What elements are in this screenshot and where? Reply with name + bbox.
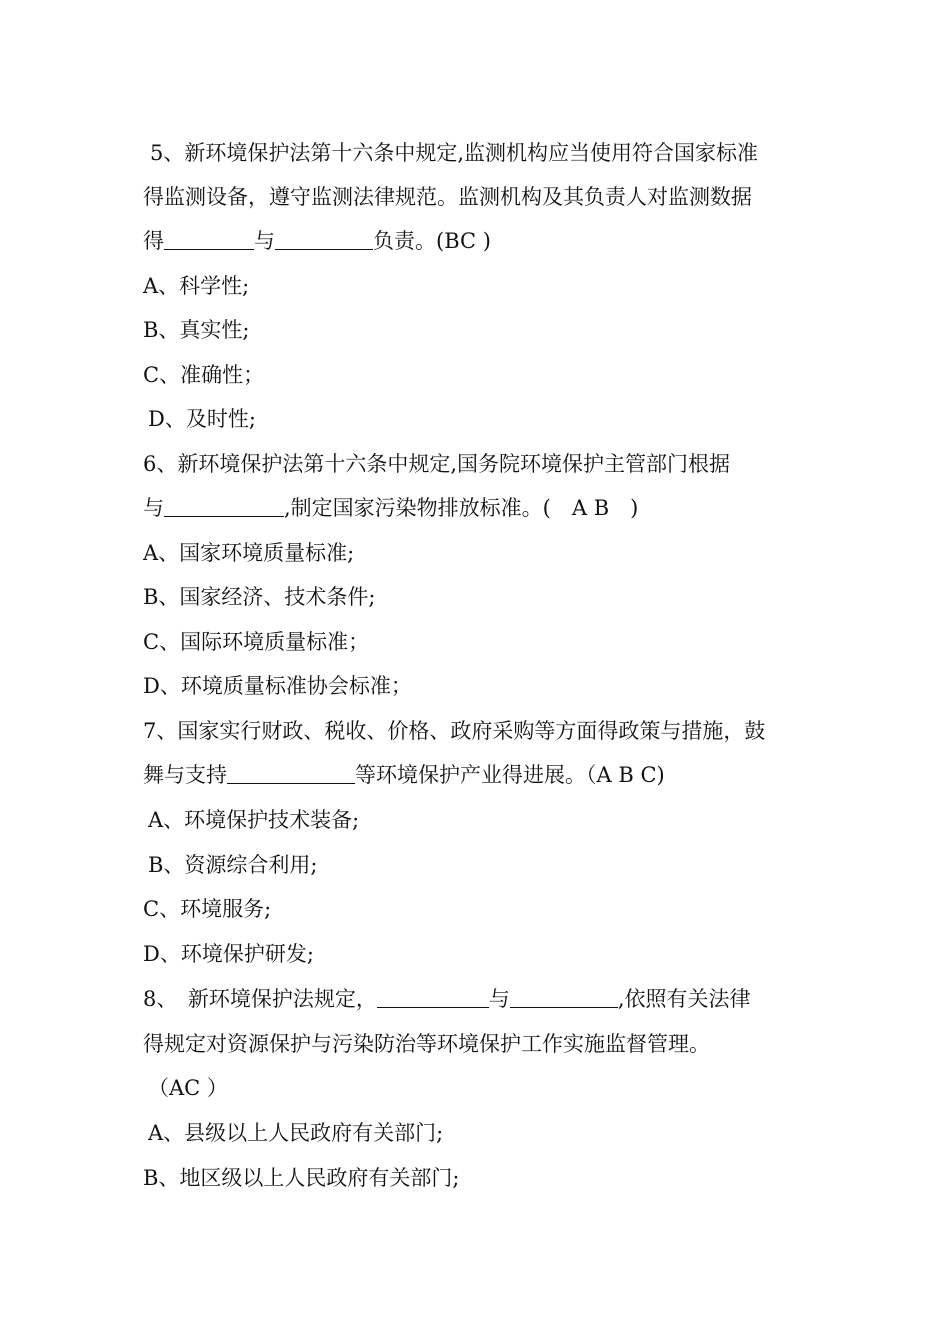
q7-line-2 xyxy=(143,755,813,795)
q8-text-yu: 与 xyxy=(488,987,510,1011)
q5-line-3 xyxy=(143,221,813,261)
q7-option-a: A、环境保护技术装备; xyxy=(148,808,360,832)
q6-line-1: 6、新环境保护法第十六条中规定,国务院环境保护主管部门根据 xyxy=(143,452,731,476)
q7-option-c: C、环境服务; xyxy=(143,897,272,921)
q6-text-answer: ,制定国家污染物排放标准。( A B ) xyxy=(284,496,639,520)
q7-option-b: B、资源综合利用; xyxy=(148,853,318,877)
q6-blank-1 xyxy=(164,492,284,517)
q7-line-1: 7、国家实行财政、税收、价格、政府采购等方面得政策与措施，鼓 xyxy=(143,719,766,743)
q7-blank-1 xyxy=(227,759,355,784)
q6-text-yu: 与 xyxy=(143,496,164,520)
q5-option-c: C、准确性； xyxy=(143,363,265,387)
q7-text-support: 舞与支持 xyxy=(143,763,227,787)
q5-option-a: A、科学性; xyxy=(143,274,250,298)
q8-option-b: B、地区级以上人民政府有关部门; xyxy=(143,1166,460,1190)
q8-line-1 xyxy=(143,979,813,1019)
q8-text-suffix: ,依照有关法律 xyxy=(617,987,751,1011)
q6-option-d: D、环境质量标准协会标准； xyxy=(143,674,412,698)
q6-option-a: A、国家环境质量标准; xyxy=(143,541,355,565)
q5-blank-2 xyxy=(275,225,373,250)
q5-text-yu: 与 xyxy=(254,229,275,253)
q6-option-c: C、国际环境质量标准； xyxy=(143,630,370,654)
q8-blank-1 xyxy=(377,983,489,1008)
q8-line-3: （AC ） xyxy=(148,1076,228,1100)
q5-option-d: D、及时性; xyxy=(148,407,256,431)
q8-option-a: A、县级以上人民政府有关部门; xyxy=(148,1121,444,1145)
q8-text-prefix: 8、 新环境保护法规定， xyxy=(143,987,377,1011)
q7-option-d: D、环境保护研发; xyxy=(143,942,314,966)
q8-blank-2 xyxy=(510,983,618,1008)
q6-line-2 xyxy=(143,488,813,528)
q5-text-answer: 负责。(BC ) xyxy=(373,229,491,253)
q5-line-1: 5、新环境保护法第十六条中规定,监测机构应当使用符合国家标准 xyxy=(150,141,759,165)
q5-blank-1 xyxy=(164,225,254,250)
q5-text-de: 得 xyxy=(143,229,164,253)
q7-text-answer: 等环境保护产业得进展。（A B C) xyxy=(355,763,665,787)
q8-line-2: 得规定对资源保护与污染防治等环境保护工作实施监督管理。 xyxy=(143,1032,710,1056)
q6-option-b: B、国家经济、技术条件; xyxy=(143,585,376,609)
q5-option-b: B、真实性; xyxy=(143,318,250,342)
q5-line-2: 得监测设备，遵守监测法律规范。监测机构及其负责人对监测数据 xyxy=(143,185,752,209)
